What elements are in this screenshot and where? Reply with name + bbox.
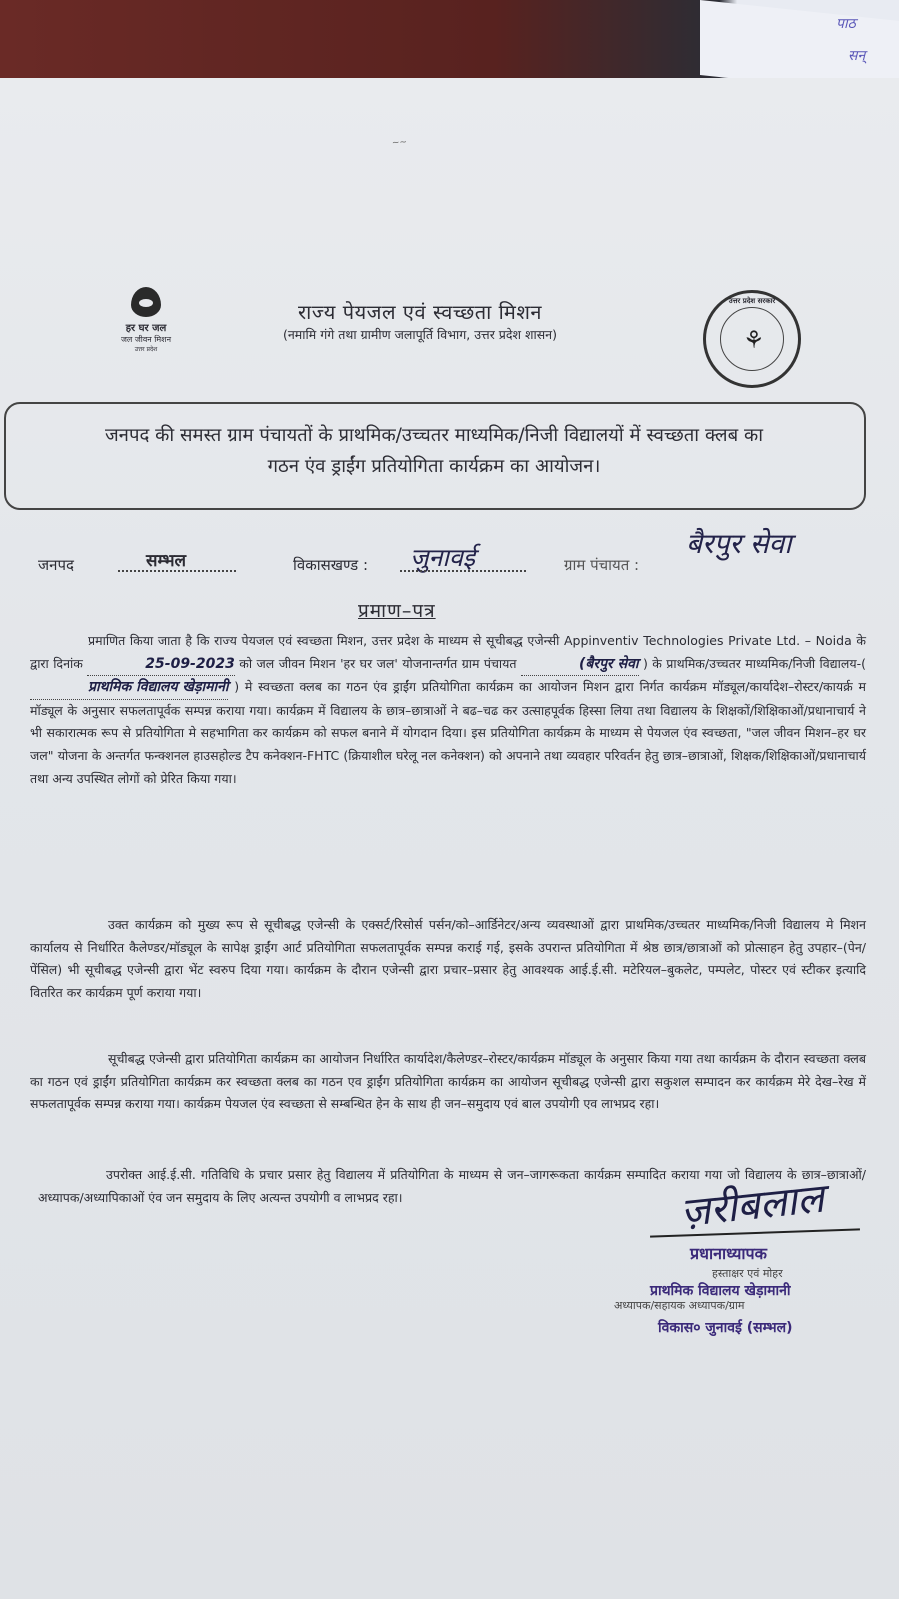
up-government-seal bbox=[703, 290, 801, 388]
date-fill bbox=[87, 653, 235, 677]
district-dots bbox=[118, 570, 236, 572]
paragraph-1 bbox=[30, 630, 866, 790]
panchayat-fill bbox=[521, 653, 639, 677]
logo-line-3: उत्तर प्रदेश bbox=[134, 346, 158, 353]
stamp-school: प्राथमिक विद्यालय खेड़ामानी bbox=[650, 1283, 791, 1299]
corner-ink-2: सन् bbox=[848, 48, 866, 64]
p1-text-b: को जल जीवन मिशन 'हर घर जल' योजनान्तर्गत ग्राम पंचायत bbox=[239, 655, 517, 671]
stamp-block: विकास० जुनावई (सम्भल) bbox=[658, 1320, 793, 1336]
block-dots bbox=[400, 570, 526, 572]
subject-line-1: जनपद की समस्त ग्राम पंचायतों के प्राथमिक/उच्चतर माध्यमिक/निजी विद्यालयों में स्वच्छता क्लब का bbox=[104, 425, 764, 446]
panchayat-label: ग्राम पंचायत : bbox=[564, 556, 640, 574]
school-handwritten: प्राथमिक विद्यालय खेड़ामानी bbox=[88, 679, 229, 696]
subject-text bbox=[6, 420, 862, 482]
mission-title: राज्य पेयजल एवं स्वच्छता मिशन bbox=[297, 300, 543, 324]
certificate-heading: प्रमाण–पत्र bbox=[358, 600, 436, 622]
emblem-icon: ⚘ bbox=[743, 326, 765, 354]
p1-text-d: ) मे स्वच्छता क्लब का गठन एंव ड्राईंग प्रतियोगिता कार्यक्रम का आयोजन मिशन द्वारा निर्गत कार्यक्रम मॉड्यूल/कार्यादेश–रोस्टर/कायर्क्र म मॉड्यूल के अनुसार सफलतापूर्वक सम्पन्न कराया गया। कार्यक्रम में विद्यालय के छात्र–छात्राओं ने बढ–चढ कर उत्साहपूर्वक हिस्सा लिया तथा विद्यालय के शिक्षकों/शिक्षिकाओं/प्रधानाचार्य ने भी सकारात्मक रूप से प्रतियोगिता मे सहभागिता कर कार्यक्रम को सफल बनाने में योगदान दिया। इस प्रतियोगिता कार्यक्रम के माध्यम से पेयजल एंव स्वच्छता, "जल जीवन मिशन–हर घर जल" योजना के अन्तर्गत फन्क्शनल हाउसहोल्ड टैप कनेक्शन-FHTC (क्रियाशील घरेलू नल कनेक्शन) को अपनाने तथा व्यवहार परिवर्तन हेतु छात्र–छात्राओं, शिक्षक/शिक्षिकाओं/प्रधानाचार्य तथा अन्य उपस्थित लोगों को प्रेरित किया गया। bbox=[30, 679, 866, 786]
pen-mark: ~~ bbox=[391, 137, 408, 149]
stamp-title: प्रधानाध्यापक bbox=[690, 1244, 767, 1263]
district-value: सम्भल bbox=[146, 551, 187, 571]
block-label: विकासखण्ड : bbox=[293, 556, 369, 574]
panchayat-handwritten: (बैरपुर सेवा bbox=[578, 655, 639, 672]
signature-scribble: ज़रीबलाल bbox=[678, 1175, 827, 1237]
paragraph-2: उक्त कार्यक्रम को मुख्य रूप से सूचीबद्ध एजेन्सी के एक्सर्ट/रिसोर्स पर्सन/को–आर्डिनेटर/अन्य व्यवस्थाओं द्वारा प्राथमिक/उच्चतर माध्यमिक/निजी विद्यालय मे मिशन कार्यालय से निर्धारित कैलेण्डर/मॉड्यूल के सापेक्ष ड्राईंग आर्ट प्रतियोगिता सफलतापूर्वक सम्पन्न कराई गई, इसके उपरान्त प्रतियोगिता में श्रेष्ठ छात्र/छात्राओं को प्रोत्साहन हेतु उपहार–(पेन/पेंसिल) भी सूचीबद्ध एजेन्सी द्वारा भेंट स्वरुप दिया गया। कार्यक्रम के दौरान एजेन्सी द्वारा प्रचार–प्रसार हेतु आवश्यक आई.ई.सी. मटेरियल–बुकलेट, पम्पलेट, पोस्टर एवं स्टीकर इत्यादि वितरित कर कार्यक्रम पूर्ण कराया गया। bbox=[30, 917, 866, 1000]
p1-text-c: ) के प्राथमिक/उच्चतर माध्यमिक/निजी विद्यालय-( bbox=[642, 655, 866, 671]
p1-text-a: प्रमाणित किया जाता है कि राज्य पेयजल एवं स्वच्छता मिशन, उत्तर प्रदेश के माध्यम से सूचीबद्ध एजेन्सी Appinventiv Technologies Private Ltd. – Noida के द्वारा दिनांक bbox=[30, 633, 866, 671]
date-value: 25-09-2023 bbox=[145, 655, 235, 672]
panchayat-value: बैरपुर सेवा bbox=[686, 527, 792, 560]
district-label: जनपद bbox=[38, 556, 74, 574]
school-fill bbox=[30, 676, 228, 700]
logo-line-1: हर घर जल bbox=[125, 323, 167, 334]
har-ghar-jal-logo bbox=[110, 287, 182, 353]
paragraph-4: उपरोक्त आई.ई.सी. गतिविधि के प्रचार प्रसार हेतु विद्यालय में प्रतियोगिता के माध्यम से जन–जागरूकता कार्यक्रम सम्पादित कराया गया जो विद्यालय के छात्र–छात्राओं/अध्यापक/अध्यापिकाओं एंव जन समुदाय के लिए अत्यन्त उपयोगी व लाभप्रद रहा। bbox=[38, 1167, 866, 1205]
printed-sign-label: हस्ताक्षर एवं मोहर bbox=[712, 1267, 783, 1280]
block-value: जुनावई bbox=[410, 543, 476, 572]
corner-ink-1: पाठ bbox=[836, 16, 856, 32]
seal-inner-ring bbox=[720, 307, 784, 371]
paragraph-3: सूचीबद्ध एजेन्सी द्वारा प्रतियोगिता कार्यक्रम का आयोजन निर्धारित कार्यादेश/कैलेण्डर–रोस्टर/कार्यक्रम मॉड्यूल के अनुसार किया गया तथा कार्यक्रम के दौरान स्वच्छता क्लब का गठन एवं ड्राईंग प्रतियोगिता कार्यक्रम कर स्वच्छता क्लब का गठन एव ड्राईंग प्रतियोगिता कार्यक्रम का आयोजन सूचीबद्ध एजेन्सी द्वारा सकुशल सम्पादन कर कार्यक्रम मेरे देख–रेख में सफलतापूर्वक सम्पन्न कराया गया। कार्यक्रम पेयजल एंव स्वच्छता से सम्बन्धित हेन के साथ ही जन–समुदाय एवं बाल उपयोगी एव लाभप्रद रहा। bbox=[30, 1051, 866, 1112]
mission-subtitle: (नमामि गंगे तथा ग्रामीण जलापूर्ति विभाग, उत्तर प्रदेश शासन) bbox=[282, 327, 557, 342]
logo-line-2: जल जीवन मिशन bbox=[120, 335, 172, 344]
printed-designation: अध्यापक/सहायक अध्यापक/ग्राम bbox=[614, 1299, 745, 1312]
water-drop-icon bbox=[131, 287, 161, 317]
subject-line-2: गठन एंव ड्राईंग प्रतियोगिता कार्यक्रम का आयोजन। bbox=[267, 456, 601, 477]
seal-text: उत्तर प्रदेश सरकार bbox=[728, 297, 776, 305]
